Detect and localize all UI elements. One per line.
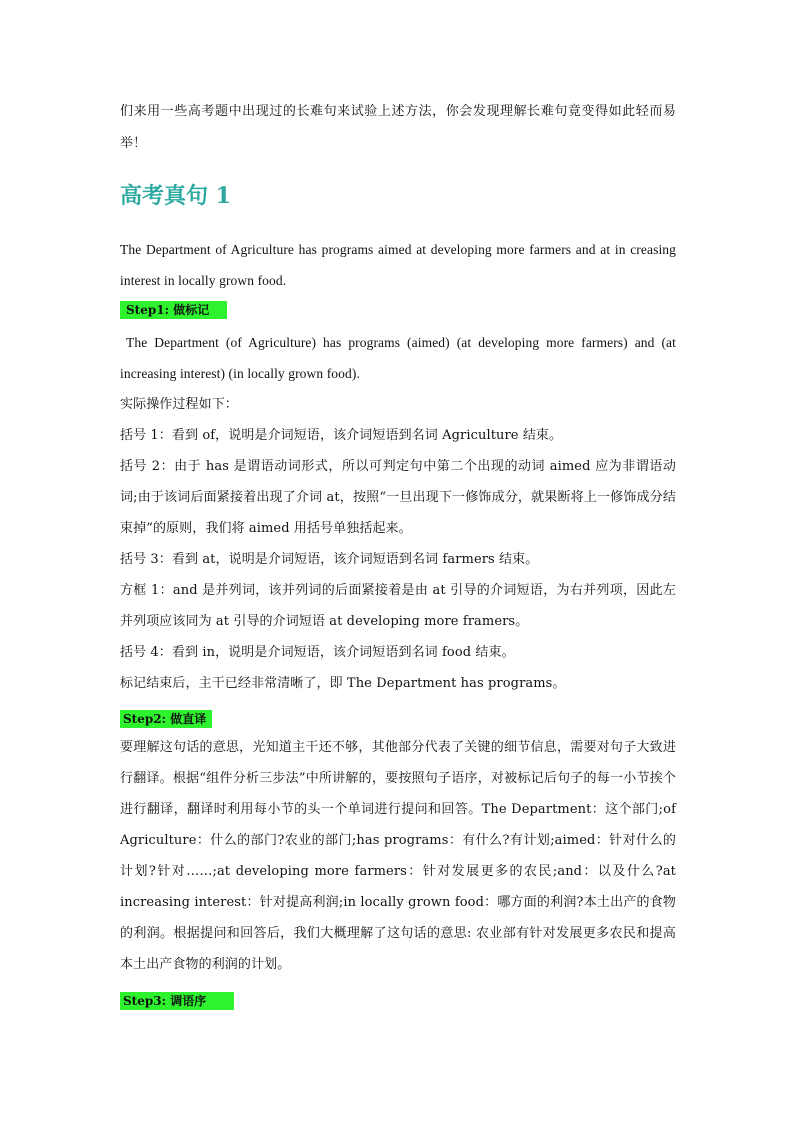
step1-item: 方框 1：and 是并列词，该并列词的后面紧接着是由 at 引导的介词短语，为右并列项，因此左并列项应该同为 at 引导的介词短语 at developing more framers。 xyxy=(120,583,676,629)
step1-item: 括号 3：看到 at，说明是介词短语，该介词短语到名词 farmers 结束。 xyxy=(120,552,539,567)
section-heading: 高考真句 1 xyxy=(120,183,231,209)
step2-text: 要理解这句话的意思，光知道主干还不够，其他部分代表了关键的细节信息，需要对句子大致进行翻译。根据“组件分析三步法”中所讲解的，要按照句子语序，对被标记后句子的每一小节挨个进行翻译，翻译时利用每小节的头一个单词进行提问和回答。The Department：这个部门;of Agriculture：什么的部门?农业的部门;has programs：有什么?有计划;aimed：针对什么的计划?针对……;at developing more farmers：针对发展更多的农民;and：以及什么?at increasing interest：针对提高利润;in locally grown food：哪方面的利润?本土出产的食物的利润。根据提问和回答后，我们大概理解了这句话的意思: 农业部有针对发展更多农民和提高本土出产食物的利润的计划。 xyxy=(120,740,676,972)
step3-block xyxy=(120,990,676,1010)
step1-marked-sentence: The Department (of Agriculture) has programs (aimed) (at developing more farmers) and (at increasing interest) (in locally grown food). xyxy=(120,335,676,381)
step2-block xyxy=(120,708,676,980)
step1-item: 括号 4：看到 in，说明是介词短语，该介词短语到名词 food 结束。 xyxy=(120,645,515,660)
step1-item: 括号 1：看到 of，说明是介词短语，该介词短语到名词 Agriculture 结束。 xyxy=(120,428,563,443)
step2-label: Step2: 做直译 xyxy=(120,710,212,728)
intro-paragraph: 们来用一些高考题中出现过的长难句来试验上述方法，你会发现理解长难句竟变得如此轻而易举！ xyxy=(120,104,676,151)
step3-label: Step3: 调语序 xyxy=(120,992,234,1010)
original-sentence: The Department of Agriculture has programs aimed at developing more farmers and at in creasing interest in locally grown food. xyxy=(120,242,676,288)
step1-block xyxy=(120,299,676,699)
step1-label: Step1: 做标记 xyxy=(120,301,227,319)
step1-process-title: 实际操作过程如下： xyxy=(120,397,238,412)
original-sentence-block xyxy=(120,234,676,296)
step1-item: 标记结束后，主干已经非常清晰了，即 The Department has programs。 xyxy=(120,676,566,691)
document-page xyxy=(120,0,676,1123)
step1-item: 括号 2：由于 has 是谓语动词形式，所以可判定句中第二个出现的动词 aimed 应为非谓语动词;由于该词后面紧接着出现了介词 at，按照“一旦出现下一修饰成分，就果断将上一修饰成分结束掉”的原则，我们将 aimed 用括号单独括起来。 xyxy=(120,459,676,536)
